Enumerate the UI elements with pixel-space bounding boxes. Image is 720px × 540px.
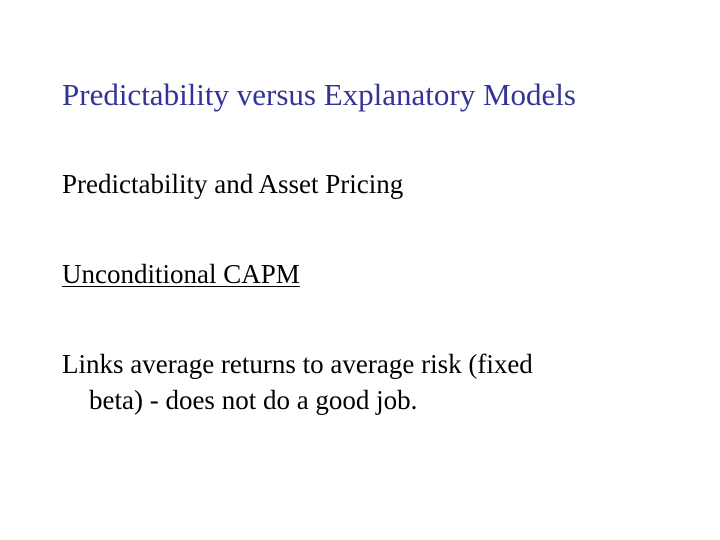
paragraph-predictability-asset-pricing: Predictability and Asset Pricing xyxy=(62,169,404,199)
paragraph-unconditional-capm: Unconditional CAPM xyxy=(62,259,300,289)
paragraph-line-1: Links average returns to average risk (fixed xyxy=(62,349,533,379)
slide-title: Predictability versus Explanatory Models xyxy=(62,77,576,112)
paragraph-links-average-returns xyxy=(62,346,662,418)
paragraph-line-2: beta) - does not do a good job. xyxy=(89,385,418,415)
